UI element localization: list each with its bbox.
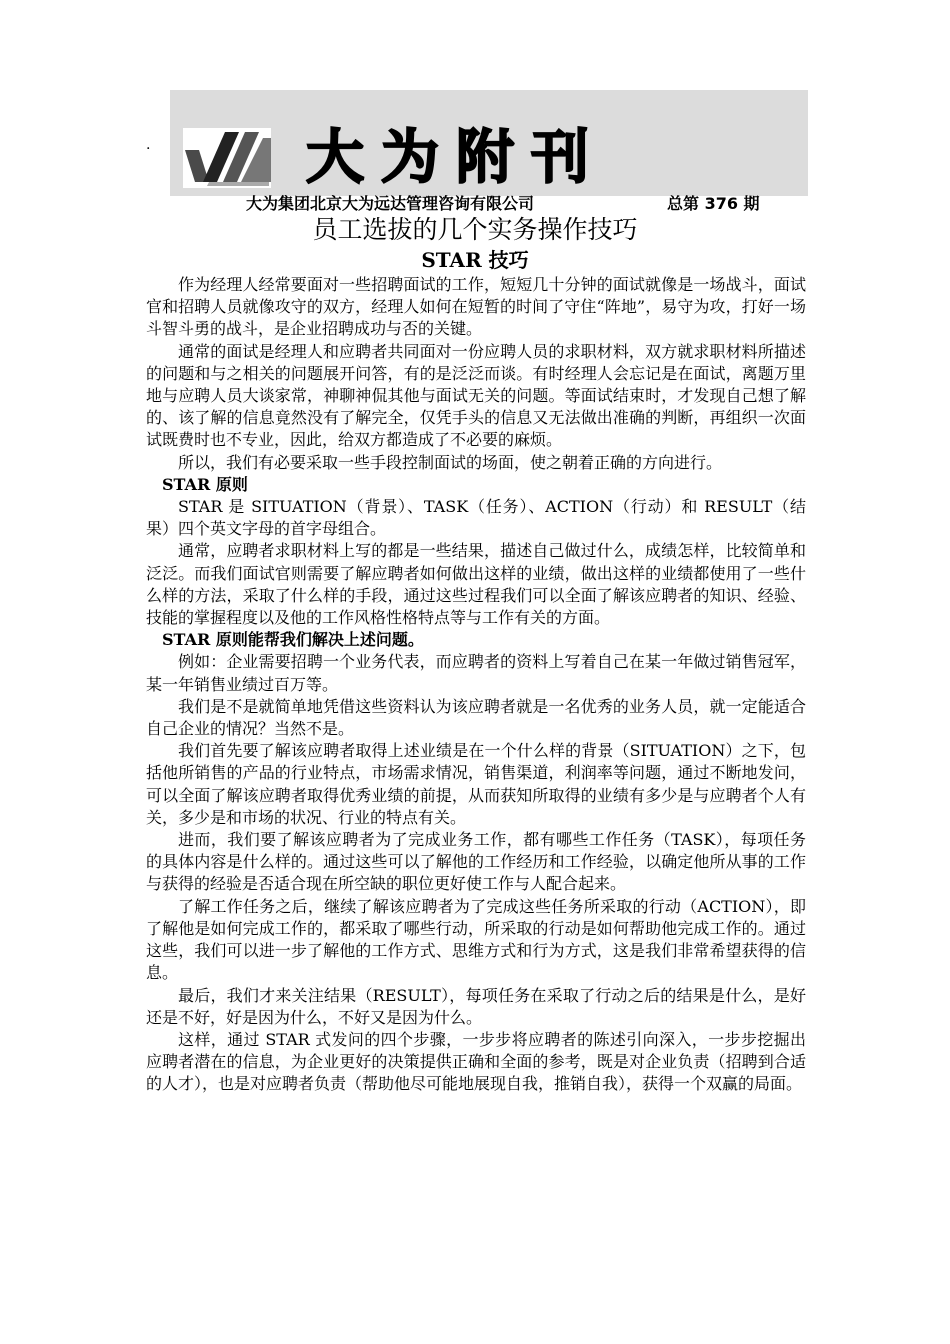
- logo-icon: [183, 128, 271, 188]
- paragraph: 通常的面试是经理人和应聘者共同面对一份应聘人员的求职材料，双方就求职材料所描述的问题和与之相关的问题展开问答，有的是泛泛而谈。有时经理人会忘记是在面试，离题万里地与应聘人员大谈家常，神聊神侃其他与面试无关的问题。等面试结束时，才发现自己想了解的、该了解的信息竟然没有了解完全，仅凭手头的信息又无法做出准确的判断，再组织一次面试既费时也不专业，因此，给双方都造成了不必要的麻烦。: [146, 341, 806, 450]
- stray-dot: .: [146, 137, 151, 153]
- paragraph: STAR 是 SITUATION（背景）、TASK（任务）、ACTION（行动）和 RESULT（结果）四个英文字母的首字母组合。: [146, 497, 806, 539]
- section-heading: STAR 原则: [162, 474, 248, 494]
- paragraph: 例如：企业需要招聘一个业务代表，而应聘者的资料上写着自己在某一年做过销售冠军，某一年销售业绩过百万等。: [146, 652, 806, 694]
- paragraph: 作为经理人经常要面对一些招聘面试的工作，短短几十分钟的面试就像是一场战斗，面试官和招聘人员就像攻守的双方，经理人如何在短暂的时间了守住“阵地”，易守为攻，打好一场斗智斗勇的战斗，是企业招聘成功与否的关键。: [146, 275, 806, 339]
- section-heading: STAR 原则能帮我们解决上述问题。: [162, 630, 424, 650]
- paragraph: 我们是不是就简单地凭借这些资料认为该应聘者就是一名优秀的业务人员，就一定能适合自己企业的情况？当然不是。: [146, 696, 806, 739]
- paragraph: 进而，我们要了解该应聘者为了完成业务工作，都有哪些工作任务（TASK），每项任务的具体内容是什么样的。通过这些可以了解他的工作经历和工作经验，以确定他所从事的工作与获得的经验是否适合现在所空缺的职位更好使工作与人配合起来。: [146, 830, 806, 894]
- company-name: 大为集团北京大为远达管理咨询有限公司: [246, 194, 535, 213]
- masthead-title: 大为附刊: [306, 123, 607, 191]
- paragraph: 所以，我们有必要采取一些手段控制面试的场面，使之朝着正确的方向进行。: [178, 452, 723, 472]
- paragraph: 通常，应聘者求职材料上写的都是一些结果，描述自己做过什么，成绩怎样，比较简单和泛泛。而我们面试官则需要了解应聘者如何做出这样的业绩，做出这样的业绩都使用了一些什么样的方法，采取了什么样的手段，通过这些过程我们可以全面了解该应聘者的知识、经验、技能的掌握程度以及他的工作风格性格特点等与工作有关的方面。: [146, 541, 806, 628]
- paragraph: 了解工作任务之后，继续了解该应聘者为了完成这些任务所采取的行动（ACTION），即了解他是如何完成工作的，都采取了哪些行动，所采取的行动是如何帮助他完成工作的。通过这些，我们可以进一步了解他的工作方式、思维方式和行为方式，这是我们非常希望获得的信息。: [146, 896, 806, 983]
- paragraph: 我们首先要了解该应聘者取得上述业绩是在一个什么样的背景（SITUATION）之下，包括他所销售的产品的行业特点，市场需求情况，销售渠道，利润率等问题，通过不断地发问，可以全面了解该应聘者取得优秀业绩的前提，从而获知所取得的业绩有多少是与应聘者个人有关，多少是和市场的状况、行业的特点有关。: [146, 741, 806, 827]
- issue-number: 总第 376 期: [667, 194, 760, 213]
- publication-info-row: [0, 193, 950, 215]
- paragraph: 这样，通过 STAR 式发问的四个步骤，一步步将应聘者的陈述引向深入，一步步挖掘出应聘者潜在的信息，为企业更好的决策提供正确和全面的参考，既是对企业负责（招聘到合适的人才），也是对应聘者负责（帮助他尽可能地展现自我，推销自我），获得一个双赢的局面。: [146, 1029, 806, 1094]
- paragraph: 最后，我们才来关注结果（RESULT），每项任务在采取了行动之后的结果是什么，是好还是不好，好是因为什么，不好又是因为什么。: [146, 985, 806, 1027]
- article-subtitle: STAR 技巧: [421, 248, 529, 272]
- article-body: [146, 274, 806, 1096]
- article-title: 员工选拔的几个实务操作技巧: [312, 215, 638, 244]
